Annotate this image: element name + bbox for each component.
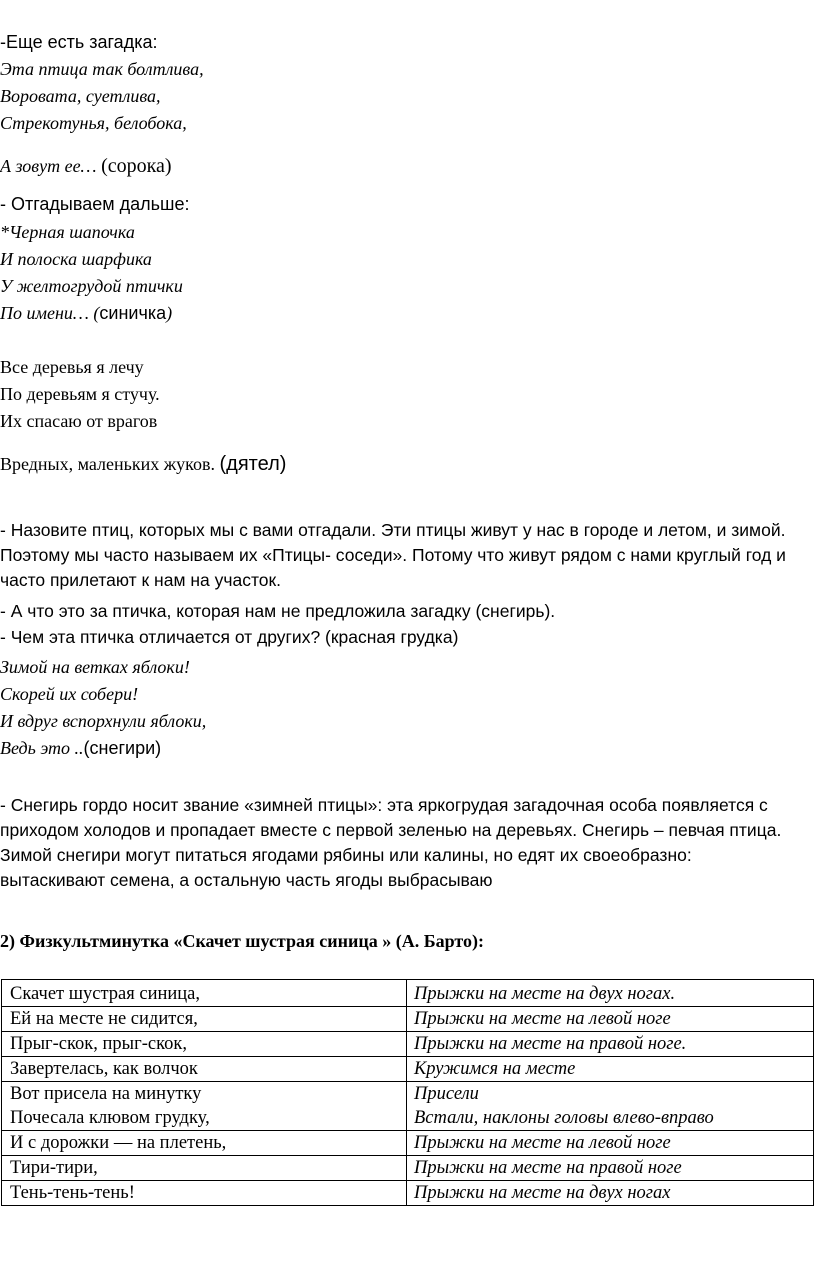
riddle3-last-text: Вредных, маленьких жуков. — [0, 454, 220, 474]
riddle2-line: У желтогрудой птички — [0, 276, 183, 296]
riddle3-answer: (дятел) — [219, 453, 287, 475]
riddle1-answer: (сорока) — [101, 155, 172, 177]
riddle1-line: Стрекотунья, белобока, — [0, 113, 187, 133]
verse-cell: Ей на месте не сидится, — [2, 1007, 407, 1032]
action-cell: Прыжки на месте на левой ноге — [407, 1007, 814, 1032]
riddle1-line: Эта птица так болтлива, — [0, 59, 204, 79]
table-row — [2, 980, 814, 1007]
table-row — [2, 1082, 814, 1131]
paragraph-bullfinch: - Снегирь гордо носит звание «зимней птицы»: эта яркогрудая загадочная особа появляется с приходом холодов и пропадает вместе с первой зеленью на деревьях. Снегирь – певчая птица. Зимой снегири могут питаться ягодами рябины или калины, но едят их своеобразно: вытаскивают семена, а остальную часть ягоды выбрасываю — [0, 795, 782, 890]
riddle4-line: Зимой на ветках яблоки! — [0, 657, 190, 677]
riddle4-last-line — [0, 738, 161, 759]
action-cell: Прыжки на месте на левой ноге — [407, 1131, 814, 1156]
exercise-table — [1, 979, 814, 1206]
riddle4-line: Скорей их собери! — [0, 684, 139, 704]
riddle3-line: Их спасаю от врагов — [0, 411, 158, 431]
verse-cell — [2, 1082, 407, 1131]
riddle4-answer: (снегири) — [83, 738, 162, 758]
table-row — [2, 1131, 814, 1156]
riddle2-last-line — [0, 303, 172, 324]
table-row — [2, 1057, 814, 1082]
verse-cell: И с дорожки — на плетень, — [2, 1131, 407, 1156]
riddle2-close: ) — [166, 303, 173, 323]
riddle3-line: Все деревья я лечу — [0, 357, 144, 377]
riddle2-answer: синичка — [99, 303, 167, 323]
question-snowfinch: - А что это за птичка, которая нам не предложила загадку (снегирь). — [0, 601, 556, 621]
table-row — [2, 1156, 814, 1181]
action-cell: Кружимся на месте — [407, 1057, 814, 1082]
action-cell: Прыжки на месте на двух ногах. — [407, 980, 814, 1007]
riddle1-last-text: А зовут ее… — [0, 156, 102, 176]
table-row — [2, 1181, 814, 1206]
verse-line: Вот присела на минутку — [10, 1084, 202, 1104]
riddle3-last-line — [0, 453, 286, 476]
table-row — [2, 1032, 814, 1057]
verse-line: Почесала клювом грудку, — [10, 1108, 210, 1128]
action-cell: Прыжки на месте на правой ноге — [407, 1156, 814, 1181]
verse-cell: Скачет шустрая синица, — [2, 980, 407, 1007]
action-cell — [407, 1082, 814, 1131]
riddle1-line: Воровата, суетлива, — [0, 86, 161, 106]
riddle2-line: *Черная шапочка — [0, 222, 135, 242]
verse-cell: Завертелась, как волчок — [2, 1057, 407, 1082]
riddle1-intro: -Еще есть загадка: — [0, 32, 158, 52]
riddle3-line: По деревьям я стучу. — [0, 384, 160, 404]
paragraph-neighbors: - Назовите птиц, которых мы с вами отгадали. Эти птицы живут у нас в городе и летом, и зимой. Поэтому мы часто называем их «Птицы- соседи». Потому что живут рядом с нами круглый год и часто прилетают к нам на участок. — [0, 520, 786, 590]
verse-cell: Прыг-скок, прыг-скок, — [2, 1032, 407, 1057]
action-line: Встали, наклоны головы влево-вправо — [414, 1108, 714, 1128]
riddle2-intro: - Отгадываем дальше: — [0, 194, 190, 214]
table-row — [2, 1007, 814, 1032]
verse-cell: Тень-тень-тень! — [2, 1181, 407, 1206]
question-difference: - Чем эта птичка отличается от других? (красная грудка) — [0, 627, 459, 647]
riddle2-line: И полоска шарфика — [0, 249, 152, 269]
verse-cell: Тири-тири, — [2, 1156, 407, 1181]
section-heading: 2) Физкультминутка «Скачет шустрая синица » (А. Барто): — [0, 931, 484, 951]
riddle2-last-text: По имени… ( — [0, 303, 100, 323]
action-cell: Прыжки на месте на правой ноге. — [407, 1032, 814, 1057]
riddle4-last-text: Ведь это .. — [0, 738, 84, 758]
action-cell: Прыжки на месте на двух ногах — [407, 1181, 814, 1206]
riddle1-last-line — [0, 155, 172, 178]
action-line: Присели — [414, 1084, 479, 1104]
riddle4-line: И вдруг вспорхнули яблоки, — [0, 711, 207, 731]
